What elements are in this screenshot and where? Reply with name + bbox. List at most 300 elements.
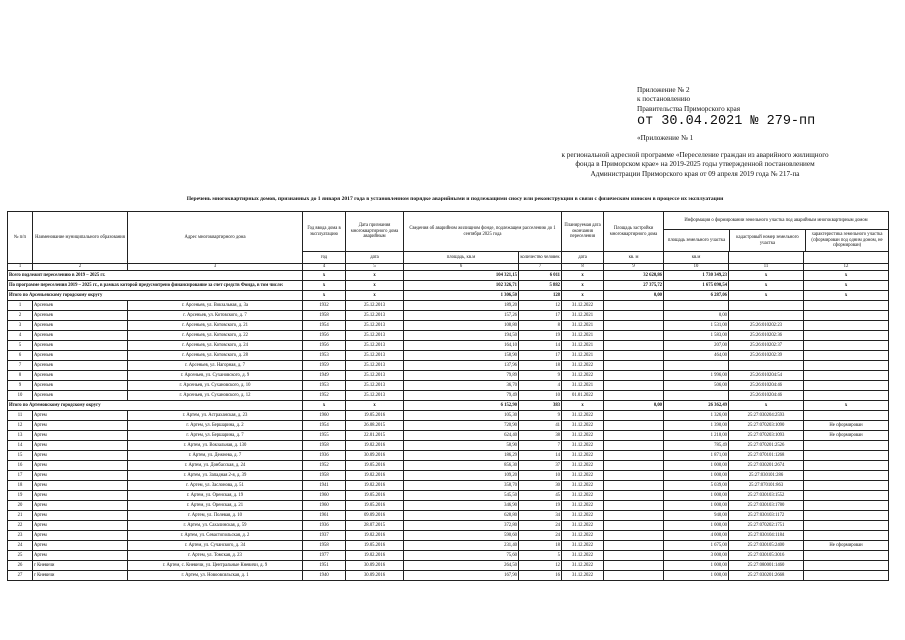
table-cell xyxy=(804,561,889,571)
table-cell: 25 xyxy=(8,551,33,561)
table-cell: 590,60 xyxy=(404,531,519,541)
table-cell xyxy=(804,361,889,371)
table-cell: 37 xyxy=(519,461,562,471)
table-cell xyxy=(604,561,664,571)
table-cell: 31.12.2022 xyxy=(562,481,604,491)
table-cell: 1 000,00 xyxy=(664,491,729,501)
table-cell: Арсеньев xyxy=(33,361,128,371)
table-cell: 31.12.2022 xyxy=(562,511,604,521)
table-cell: г. Арсеньев, ул. Сухановского, д. 9 xyxy=(128,371,303,381)
table-cell: г. Артем, ул. Западная 2-я, д. 39 xyxy=(128,471,303,481)
table-cell: 25:27:030105:3016 xyxy=(729,551,804,561)
table-cell: 1941 xyxy=(303,481,346,491)
table-cell: 18 xyxy=(519,541,562,551)
table-cell: 346,90 xyxy=(404,501,519,511)
table-cell: 7 xyxy=(519,441,562,451)
summary-value: x xyxy=(303,281,346,291)
table-cell: Артем xyxy=(33,451,128,461)
table-cell: 189,20 xyxy=(404,301,519,311)
table-cell: г. Артем, ул. Сучанского, д. 34 xyxy=(128,541,303,551)
table-cell: 10 xyxy=(8,391,33,401)
table-cell: г. Артем, ул. Оренская, д. 19 xyxy=(128,491,303,501)
table-row xyxy=(8,351,889,361)
table-cell: 856,30 xyxy=(404,461,519,471)
table-cell: Не сформирован xyxy=(804,541,889,551)
table-cell xyxy=(604,571,664,581)
col-municipality: Наименование муниципального образования xyxy=(33,212,128,264)
table-cell xyxy=(604,501,664,511)
table-cell: 26.08.2015 xyxy=(346,421,404,431)
table-row xyxy=(8,521,889,531)
table-cell xyxy=(729,361,804,371)
table-cell: Артем xyxy=(33,411,128,421)
table-cell: 1 675,00 xyxy=(664,541,729,551)
table-cell: 31.12.2022 xyxy=(562,561,604,571)
table-cell: 1 996,00 xyxy=(664,371,729,381)
summary-value: x xyxy=(729,291,804,301)
table-row xyxy=(8,411,889,421)
summary-value: 6 152,90 xyxy=(404,401,519,411)
table-cell: г. Арсеньев, ул. Сухановского, д. 10 xyxy=(128,381,303,391)
table-cell: 25:27:070101:863 xyxy=(729,481,804,491)
table-cell: 25:27:030103:1172 xyxy=(729,511,804,521)
table-cell xyxy=(604,331,664,341)
table-cell: 1 218,00 xyxy=(664,431,729,441)
table-cell: 22.01.2015 xyxy=(346,431,404,441)
table-cell: 137,96 xyxy=(404,361,519,371)
table-cell: 1 390,00 xyxy=(664,421,729,431)
table-cell: Артем xyxy=(33,531,128,541)
summary-value: 1 306,50 xyxy=(404,291,519,301)
col-land-status: характеристика земельного участка (сформирован под одним домом, не сформирован) xyxy=(811,232,883,249)
table-cell: 158,90 xyxy=(404,351,519,361)
table-cell: 19.02.2016 xyxy=(346,441,404,451)
table-cell: г. Артем, ул. Вокзальная, д. 130 xyxy=(128,441,303,451)
table-cell xyxy=(804,321,889,331)
group-total-row xyxy=(8,291,889,301)
summary-value: x xyxy=(804,271,889,281)
table-cell: 25.12.2013 xyxy=(346,381,404,391)
table-cell: 31.12.2022 xyxy=(562,421,604,431)
table-cell: 5 xyxy=(519,551,562,561)
table-cell: 31.12.2022 xyxy=(562,361,604,371)
table-row xyxy=(8,431,889,441)
table-cell: Артем xyxy=(33,521,128,531)
table-cell: 4 000,00 xyxy=(664,531,729,541)
table-cell: 17 xyxy=(519,311,562,321)
table-cell: г. Артем, ул. Новоовсяльская, д. 1 xyxy=(128,571,303,581)
table-cell: г. Артем, ул. Севастопольская, д. 2 xyxy=(128,531,303,541)
table-cell: 31.12.2022 xyxy=(562,411,604,421)
table-cell: 1932 xyxy=(303,301,346,311)
table-cell: г. Артем, ул. Бершарина, д. 2 xyxy=(128,421,303,431)
table-cell: Артем xyxy=(33,541,128,551)
table-cell xyxy=(804,341,889,351)
table-cell xyxy=(664,391,729,401)
table-cell: 1949 xyxy=(303,371,346,381)
table-row xyxy=(8,361,889,371)
table-cell: 231,40 xyxy=(404,541,519,551)
table-cell: 31.12.2022 xyxy=(562,501,604,511)
table-cell xyxy=(804,301,889,311)
table-cell: 0,00 xyxy=(664,311,729,321)
table-cell: 6 xyxy=(8,351,33,361)
table-cell: 1958 xyxy=(303,441,346,451)
table-cell: 12 xyxy=(519,561,562,571)
table-cell: Артем xyxy=(33,471,128,481)
houses-table xyxy=(7,211,889,581)
table-cell: г. Арсеньев, ул. Котовского, д. 7 xyxy=(128,311,303,321)
table-cell: 25:27:030201:2668 xyxy=(729,571,804,581)
table-cell xyxy=(804,551,889,561)
table-cell xyxy=(604,311,664,321)
table-row xyxy=(8,541,889,551)
table-cell: 31.12.2022 xyxy=(562,551,604,561)
table-cell: 18 xyxy=(519,361,562,371)
table-cell: 1937 xyxy=(303,531,346,541)
table-cell: 1960 xyxy=(303,501,346,511)
document-header xyxy=(500,86,890,179)
table-cell xyxy=(804,381,889,391)
table-cell: 1 000,00 xyxy=(664,561,729,571)
table-cell xyxy=(804,371,889,381)
table-cell: 1956 xyxy=(303,331,346,341)
table-cell: 3 xyxy=(8,321,33,331)
table-cell: 25:27:080001:1460 xyxy=(729,561,804,571)
table-cell: 25.12.2013 xyxy=(346,361,404,371)
table-cell: Арсеньев xyxy=(33,341,128,351)
table-cell: 26 xyxy=(8,561,33,571)
table-cell: 1 000,00 xyxy=(664,571,729,581)
table-row xyxy=(8,491,889,501)
table-cell: 17 xyxy=(519,351,562,361)
table-cell: 2 xyxy=(8,311,33,321)
table-cell: 372,80 xyxy=(404,521,519,531)
table-row xyxy=(8,451,889,461)
summary-value: 26 362,49 xyxy=(664,401,729,411)
table-cell xyxy=(604,381,664,391)
table-title: Перечень многоквартирных домов, признанных до 1 января 2017 года в установленном порядке аварийными и подлежащими сносу или реконструкции в связи с физическим износом в процессе их эксплуатации xyxy=(186,196,724,202)
summary-value: x xyxy=(562,401,604,411)
table-cell: 8 xyxy=(8,371,33,381)
table-cell xyxy=(604,301,664,311)
table-cell: Артем xyxy=(33,551,128,561)
table-cell: 36,70 xyxy=(404,381,519,391)
table-cell: 12 xyxy=(519,301,562,311)
table-cell: 41 xyxy=(519,421,562,431)
table-cell: 264,50 xyxy=(404,561,519,571)
table-cell xyxy=(804,411,889,421)
table-cell xyxy=(604,491,664,501)
table-cell: 10 xyxy=(519,471,562,481)
table-cell: 25:27:070202:1751 xyxy=(729,521,804,531)
table-cell xyxy=(804,501,889,511)
table-cell: г. Артем, ул. Донбасская, д. 24 xyxy=(128,461,303,471)
table-cell xyxy=(604,441,664,451)
table-cell: 31.12.2021 xyxy=(562,351,604,361)
table-cell: 25:26:010204:54 xyxy=(729,371,804,381)
table-cell: 15 xyxy=(8,451,33,461)
table-cell xyxy=(804,391,889,401)
table-cell: 14 xyxy=(519,451,562,461)
table-cell: 9 xyxy=(519,371,562,381)
table-cell: 19.02.2016 xyxy=(346,471,404,481)
col-fund: Сведения об аварийном жилищном фонде, подлежащем расселению до 1 сентября 2025 года xyxy=(404,212,562,252)
program-line-2: фонда в Приморском крае» на 2019-2025 годы утвержденной постановлением xyxy=(575,160,815,169)
table-cell: 25:27:030105:2400 xyxy=(729,541,804,551)
table-cell: 1936 xyxy=(303,521,346,531)
table-cell: 157,26 xyxy=(404,311,519,321)
table-cell: Артем xyxy=(33,421,128,431)
table-cell xyxy=(604,541,664,551)
table-cell: 16 xyxy=(519,571,562,581)
table-cell xyxy=(664,301,729,311)
table-cell: г. Арсеньев, ул. Котовского, д. 24 xyxy=(128,341,303,351)
table-cell xyxy=(804,331,889,341)
table-cell: 25.12.2013 xyxy=(346,371,404,381)
table-row xyxy=(8,341,889,351)
summary-value: 6 287,06 xyxy=(664,291,729,301)
table-cell: 105,30 xyxy=(404,411,519,421)
table-cell: 31.12.2022 xyxy=(562,471,604,481)
table-cell xyxy=(604,471,664,481)
table-cell: 1958 xyxy=(303,471,346,481)
table-cell: 30.09.2016 xyxy=(346,451,404,461)
table-cell: Артем xyxy=(33,491,128,501)
table-cell: 207,00 xyxy=(664,341,729,351)
col-plan-date: Планируемая дата окончания переселения xyxy=(562,212,604,252)
table-cell: Не сформирован xyxy=(804,421,889,431)
table-cell: 545,50 xyxy=(404,491,519,501)
table-cell xyxy=(804,441,889,451)
summary-value: 27 375,72 xyxy=(604,281,664,291)
table-cell: 31.12.2021 xyxy=(562,381,604,391)
summary-value: x xyxy=(346,281,404,291)
table-cell: 108,80 xyxy=(404,321,519,331)
table-cell xyxy=(804,521,889,531)
table-cell: 4 xyxy=(519,381,562,391)
table-cell: г Кневичи xyxy=(33,561,128,571)
table-cell: 1 xyxy=(8,301,33,311)
table-cell xyxy=(604,481,664,491)
table-row xyxy=(8,571,889,581)
table-cell: г. Арсеньев, ул. Котовского, д. 21 xyxy=(128,321,303,331)
summary-value: 5 882 xyxy=(519,281,562,291)
col-cadastral: кадастровый номер земельного участка xyxy=(730,230,806,251)
table-cell xyxy=(804,351,889,361)
table-cell: 25.12.2013 xyxy=(346,351,404,361)
table-cell: 1952 xyxy=(303,461,346,471)
table-row xyxy=(8,381,889,391)
table-cell: 19.02.2016 xyxy=(346,531,404,541)
table-cell: 1953 xyxy=(303,351,346,361)
table-cell: 19.02.2016 xyxy=(346,481,404,491)
table-cell: 31.12.2021 xyxy=(562,321,604,331)
table-cell: 1960 xyxy=(303,411,346,421)
table-cell: 1952 xyxy=(303,391,346,401)
table-cell: Арсеньев xyxy=(33,301,128,311)
table-cell xyxy=(604,321,664,331)
table-cell: г. Арсеньев, ул. Котовского, д. 28 xyxy=(128,351,303,361)
table-cell: 1 871,00 xyxy=(664,451,729,461)
table-cell: 28.07.2015 xyxy=(346,521,404,531)
table-cell: 1958 xyxy=(303,541,346,551)
summary-value: x xyxy=(562,291,604,301)
table-row xyxy=(8,301,889,311)
summary-value: x xyxy=(346,401,404,411)
summary-value: x xyxy=(562,271,604,281)
unit-date: дата xyxy=(346,252,404,264)
table-row xyxy=(8,551,889,561)
table-cell: г. Артем, ул. Дежнева, д. 7 xyxy=(128,451,303,461)
table-cell: 25:27:030201:2674 xyxy=(729,461,804,471)
table-cell: 25:26:010202:23 xyxy=(729,321,804,331)
table-cell: Не сформирован xyxy=(804,431,889,441)
summary-value: x xyxy=(804,401,889,411)
table-cell: 9 xyxy=(8,381,33,391)
summary-label: По программе переселения 2019 – 2025 гг., в рамках которой предусмотрено финансирование за счет средств Фонда, в том числе: xyxy=(8,281,303,291)
table-cell xyxy=(729,301,804,311)
table-cell: 1940 xyxy=(303,571,346,581)
table-cell: 109,20 xyxy=(404,471,519,481)
table-cell: 4 xyxy=(8,331,33,341)
table-cell: 25:27:070203:1090 xyxy=(729,421,804,431)
table-cell: 720,90 xyxy=(404,421,519,431)
summary-value: 383 xyxy=(519,401,562,411)
appendix-label: Приложение № 2 xyxy=(637,86,690,94)
table-row xyxy=(8,331,889,341)
government-label: Правительства Приморского края xyxy=(637,104,741,113)
table-cell: 45 xyxy=(519,491,562,501)
table-cell: 31.12.2022 xyxy=(562,301,604,311)
table-cell: Артем xyxy=(33,481,128,491)
table-cell: 506,00 xyxy=(664,381,729,391)
table-cell: 1961 xyxy=(303,511,346,521)
table-cell: 31.12.2022 xyxy=(562,521,604,531)
table-cell xyxy=(604,351,664,361)
table-cell: 194,50 xyxy=(404,331,519,341)
table-cell: Арсеньев xyxy=(33,331,128,341)
table-cell: 20 xyxy=(8,501,33,511)
table-cell: 31.12.2022 xyxy=(562,461,604,471)
summary-value: 0,00 xyxy=(604,291,664,301)
table-cell: г. Артем, ул. Сахалинская, д. 59 xyxy=(128,521,303,531)
table-cell: 31.12.2022 xyxy=(562,451,604,461)
table-cell: 1977 xyxy=(303,551,346,561)
table-cell: 25:27:070101:1268 xyxy=(729,451,804,461)
unit-people: количество человек xyxy=(519,252,562,264)
table-cell: 16 xyxy=(8,461,33,471)
table-cell: 31.12.2022 xyxy=(562,571,604,581)
table-cell: 1 000,00 xyxy=(664,461,729,471)
table-cell: 24 xyxy=(519,521,562,531)
table-cell xyxy=(729,311,804,321)
table-cell: Арсеньев xyxy=(33,351,128,361)
summary-value: 104 321,15 xyxy=(404,271,519,281)
table-cell xyxy=(604,341,664,351)
summary-value: 1 730 349,23 xyxy=(664,271,729,281)
table-cell: г. Артем, ул. Бершарина, д. 7 xyxy=(128,431,303,441)
table-row xyxy=(8,511,889,521)
table-cell: 1954 xyxy=(303,421,346,431)
table-cell: 25:27:070203:1093 xyxy=(729,431,804,441)
table-cell: 5 xyxy=(8,341,33,351)
col-building-area: Площадь застройки многоквартирного дома xyxy=(604,212,664,252)
table-cell: 1953 xyxy=(303,381,346,391)
appendix1-label: «Приложение № 1 xyxy=(637,133,694,142)
table-cell xyxy=(604,551,664,561)
table-cell: 30.09.2016 xyxy=(346,561,404,571)
table-cell: 22 xyxy=(8,521,33,531)
summary-value: x xyxy=(303,401,346,411)
table-cell: г. Артем, с. Кневичи, ул. Центральные Кневичи, д. 9 xyxy=(128,561,303,571)
summary-value: x xyxy=(303,271,346,281)
table-cell xyxy=(604,451,664,461)
table-cell: 19.05.2016 xyxy=(346,501,404,511)
table-cell: 30.09.2016 xyxy=(346,571,404,581)
summary-value: 1 675 090,54 xyxy=(664,281,729,291)
table-cell: г. Артем, ул. Заслонова, д. 51 xyxy=(128,481,303,491)
col-land-area: площадь земельного участка xyxy=(664,230,730,251)
table-cell: 09.09.2016 xyxy=(346,511,404,521)
table-cell xyxy=(804,511,889,521)
table-cell xyxy=(804,311,889,321)
table-cell: 624,40 xyxy=(404,431,519,441)
table-cell: 31.12.2022 xyxy=(562,491,604,501)
table-cell: 25.12.2013 xyxy=(346,301,404,311)
col-number: № п/п xyxy=(8,212,33,264)
table-cell: 19.05.2016 xyxy=(346,541,404,551)
table-cell: 25.12.2013 xyxy=(346,391,404,401)
table-cell: 1959 xyxy=(303,361,346,371)
table-cell: 24 xyxy=(519,531,562,541)
table-cell: 31.12.2021 xyxy=(562,331,604,341)
table-cell: Арсеньев xyxy=(33,321,128,331)
table-cell: 628,80 xyxy=(404,511,519,521)
table-cell: 18 xyxy=(8,481,33,491)
table-cell: 38 xyxy=(519,431,562,441)
summary-value: x xyxy=(303,291,346,301)
table-cell: 25:26:010202:39 xyxy=(729,351,804,361)
table-cell: Артем xyxy=(33,511,128,521)
summary-label: Всего подлежит переселению в 2019 – 2025 гг. xyxy=(8,271,303,281)
table-row xyxy=(8,561,889,571)
table-cell: 27 xyxy=(8,571,33,581)
summary-value: x xyxy=(346,291,404,301)
table-cell: 31.12.2022 xyxy=(562,541,604,551)
col-date: Дата признания многоквартирного дома аварийным xyxy=(346,212,404,252)
table-cell: 1 326,00 xyxy=(664,411,729,421)
table-row xyxy=(8,461,889,471)
table-cell: 785,49 xyxy=(664,441,729,451)
table-cell: 10 xyxy=(519,391,562,401)
table-cell: 79,89 xyxy=(404,371,519,381)
table-cell: 8 xyxy=(519,321,562,331)
column-numbers: 1 2 3 4 5 6 7 8 9 10 11 12 xyxy=(8,264,889,271)
table-cell: Артем xyxy=(33,441,128,451)
table-cell: 1 000,00 xyxy=(664,521,729,531)
table-cell: 1 000,00 xyxy=(664,471,729,481)
unit-plan-date: дата xyxy=(562,252,604,264)
table-cell: 464,00 xyxy=(664,351,729,361)
table-cell: 31.12.2022 xyxy=(562,431,604,441)
table-cell: г. Артем, ул. Томская, д. 23 xyxy=(128,551,303,561)
table-cell: 1958 xyxy=(303,311,346,321)
table-cell: 25.12.2013 xyxy=(346,331,404,341)
table-cell xyxy=(604,411,664,421)
table-cell: 9 xyxy=(519,411,562,421)
table-cell: 25:26:010204:46 xyxy=(729,381,804,391)
